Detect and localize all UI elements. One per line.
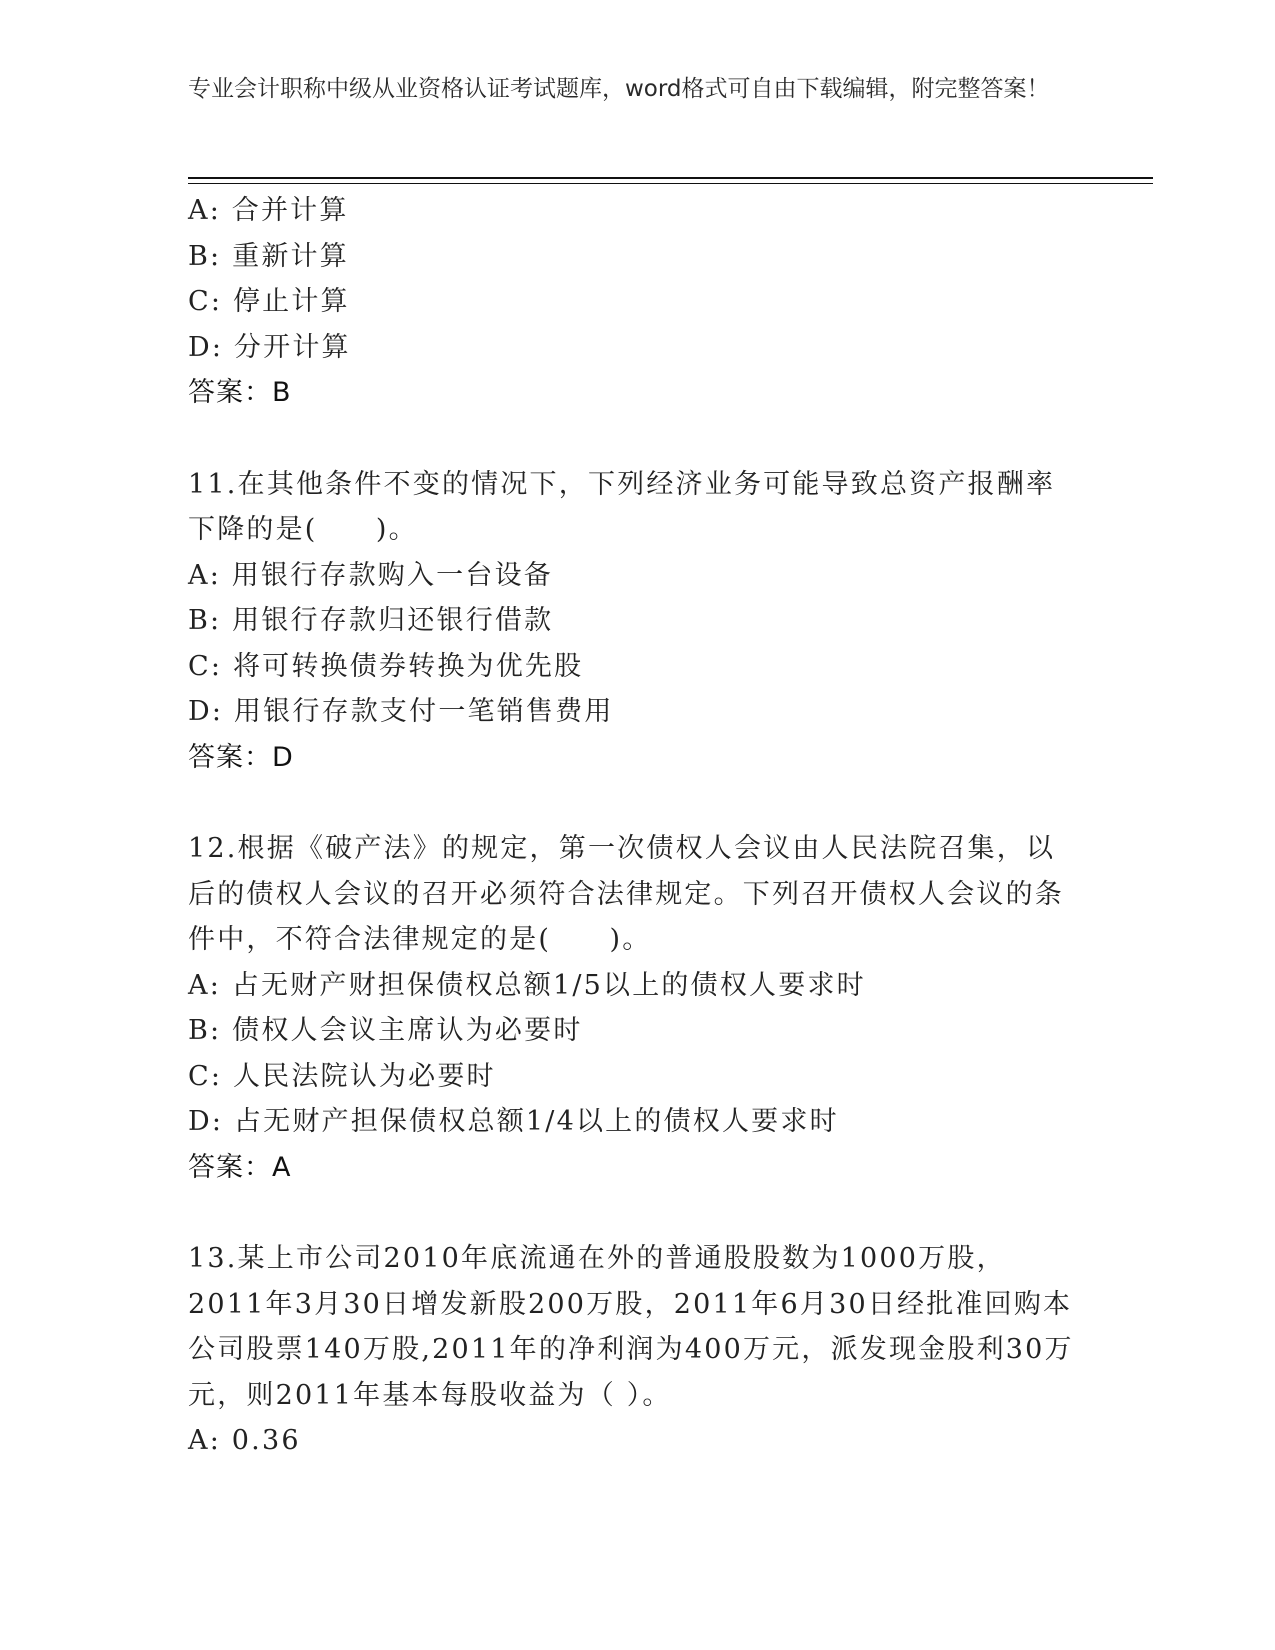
option-d: D: 用银行存款支付一笔销售费用 [188, 696, 614, 727]
option-c: C: 将可转换债券转换为优先股 [188, 650, 584, 682]
header-divider-thick [188, 177, 1153, 179]
option-b: B: 用银行存款归还银行借款 [188, 605, 554, 636]
answer-text: 答案：A [188, 1151, 292, 1183]
document-header: 专业会计职称中级从业资格认证考试题库，word格式可自由下载编辑，附完整答案！ [188, 76, 1050, 102]
option-d: D: 分开计算 [188, 331, 351, 363]
question-text: 11.在其他条件不变的情况下，下列经济业务可能导致总资产报酬率下降的是( )。 [188, 468, 1056, 545]
option-a: A: 用银行存款购入一台设备 [188, 559, 553, 591]
header-divider-thin [188, 183, 1153, 184]
option-c: C: 人民法院认为必要时 [188, 1060, 496, 1092]
option-c: C: 停止计算 [188, 286, 350, 317]
answer-text: 答案：D [188, 741, 294, 773]
option-b: B: 重新计算 [188, 240, 349, 272]
answer-text: 答案：B [188, 377, 292, 408]
option-a: A: 合并计算 [188, 195, 349, 226]
question-text: 12.根据《破产法》的规定，第一次债权人会议由人民法院召集，以后的债权人会议的召开必须符合法律规定。下列召开债权人会议的条件中，不符合法律规定的是( )。 [188, 833, 1064, 955]
option-a: A: 占无财产财担保债权总额1/5以上的债权人要求时 [188, 969, 866, 1001]
question-text: 13.某上市公司2010年底流通在外的普通股股数为1000万股，2011年3月30日增发新股200万股，2011年6月30日经批准回购本公司股票140万股,2011年的净利润为400万元，派发现金股利30万元，则2011年基本每股收益为（ ）。 [188, 1243, 1074, 1411]
question-block-10 [188, 188, 1088, 416]
question-block-12 [188, 826, 1088, 1190]
option-a: A: 0.36 [188, 1425, 301, 1456]
document-body [188, 188, 1088, 1464]
question-block-13 [188, 1236, 1088, 1464]
option-d: D: 占无财产担保债权总额1/4以上的债权人要求时 [188, 1106, 839, 1137]
question-block-11 [188, 462, 1088, 781]
option-b: B: 债权人会议主席认为必要时 [188, 1015, 583, 1046]
